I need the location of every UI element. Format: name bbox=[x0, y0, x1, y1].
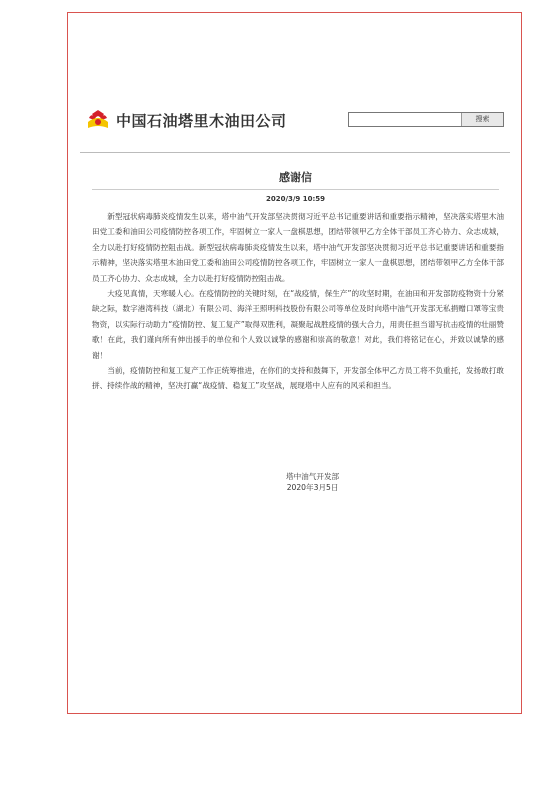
article-paragraph: 当前，疫情防控和复工复产工作正统筹推进，在你们的支持和鼓舞下，开发部全体甲乙方员工将不负重托，发扬敢打敢拼、持续作战的精神，坚决打赢“战疫情、稳复工”攻坚战，展现塔中人应有的风采和担当。 bbox=[92, 366, 504, 391]
search-box bbox=[348, 112, 504, 127]
article-paragraph: 大疫见真情，天寒暖人心。在疫情防控的关键时刻，在“战疫情，保生产”的攻坚时期，在油田和开发部防疫物资十分紧缺之际，数字港湾科技（湖北）有限公司、海洋王照明科技股份有限公司等单位及时向塔中油气开发部无私捐赠口罩等宝贵物资，以实际行动助力“疫情防控、复工复产”取得双胜利，凝聚起战胜疫情的强大合力，用责任担当谱写抗击疫情的壮丽赞歌！在此，我们谨向所有伸出援手的单位和个人致以诚挚的感谢和崇高的敬意！对此，我们将铭记在心，并致以诚挚的感谢！ bbox=[92, 289, 504, 360]
signature-block bbox=[286, 471, 339, 493]
search-input[interactable] bbox=[349, 113, 461, 126]
article-datetime: 2020/3/9 10:59 bbox=[265, 195, 326, 203]
article-paragraph: 新型冠状病毒肺炎疫情发生以来，塔中油气开发部坚决贯彻习近平总书记重要讲话和重要指示精神，坚决落实塔里木油田党工委和油田公司疫情防控各项工作，牢固树立一家人一盘棋思想，团结带领甲乙方全体干部员工齐心协力、众志成城，全力以赴打好疫情防控阻击战。新型冠状病毒肺炎疫情发生以来，塔中油气开发部坚决贯彻习近平总书记重要讲话和重要指示精神，坚决落实塔里木油田党工委和油田公司疫情防控各项工作，牢固树立一家人一盘棋思想，团结带领甲乙方全体干部员工齐心协力、众志成城，全力以赴打好疫情防控阻击战。 bbox=[92, 212, 504, 283]
article-body bbox=[92, 209, 504, 394]
title-divider bbox=[92, 189, 499, 190]
document-page bbox=[67, 12, 522, 714]
search-button[interactable]: 搜索 bbox=[461, 113, 503, 126]
company-name: 中国石油塔里木油田公司 bbox=[116, 112, 287, 130]
article-title: 感谢信 bbox=[279, 171, 312, 184]
site-header bbox=[86, 105, 506, 135]
signature-date: 2020年3月5日 bbox=[286, 483, 339, 492]
header-divider bbox=[80, 152, 510, 153]
signature-org: 塔中油气开发部 bbox=[286, 472, 340, 481]
cnpc-logo-icon bbox=[86, 108, 110, 132]
